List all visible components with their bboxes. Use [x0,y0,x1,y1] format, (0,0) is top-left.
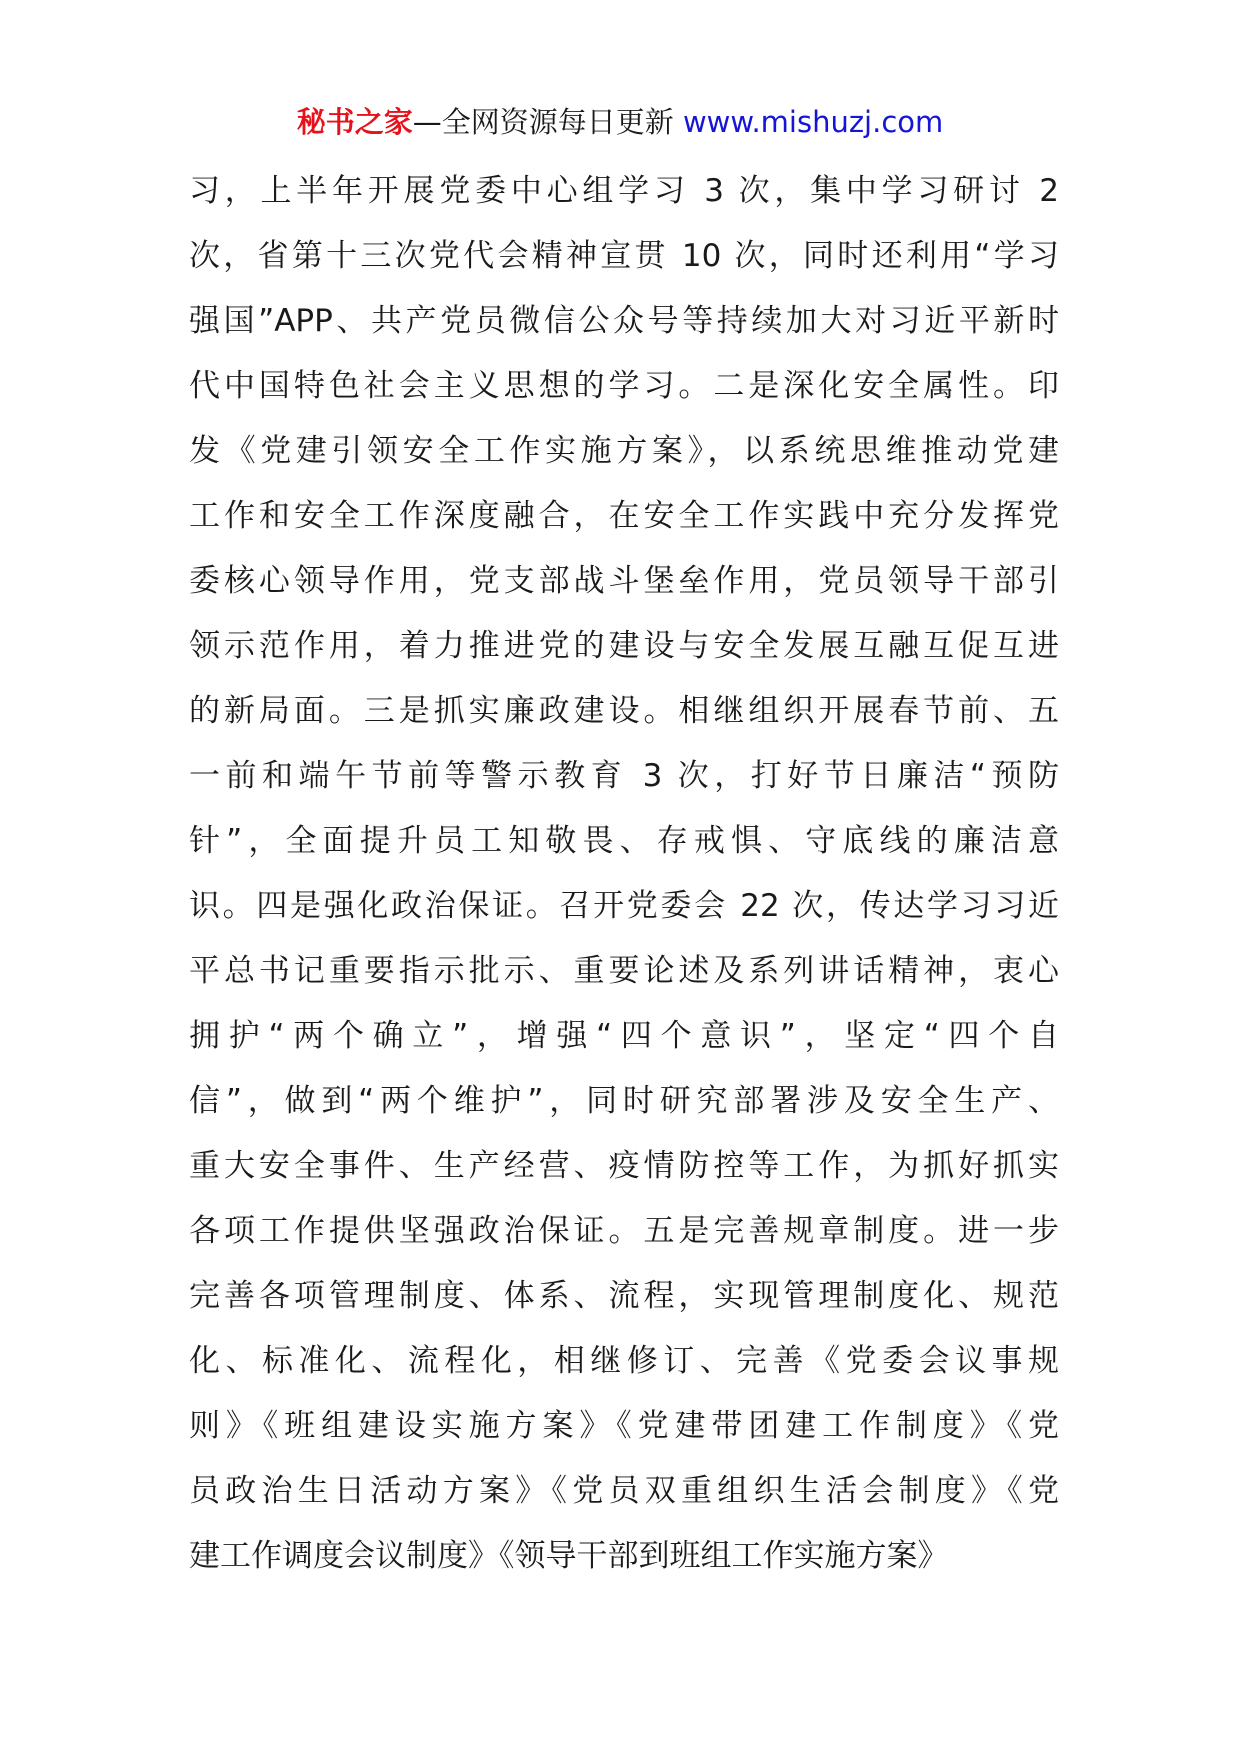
body-line: 化、标准化、流程化，相继修订、完善《党委会议事规 [189,1343,1059,1379]
site-brand: 秘书之家 [296,105,413,139]
body-line: 的新局面。三是抓实廉政建设。相继组织开展春节前、五 [189,693,1059,729]
body-line: 领示范作用，着力推进党的建设与安全发展互融互促互进 [189,628,1059,664]
body-line: 重大安全事件、生产经营、疫情防控等工作，为抓好抓实 [189,1148,1059,1184]
body-line: 代中国特色社会主义思想的学习。二是深化安全属性。印 [189,368,1059,404]
body-line: 发《党建引领安全工作实施方案》，以系统思维推动党建 [189,433,1059,469]
body-line: 则》《班组建设实施方案》《党建带团建工作制度》《党 [189,1408,1059,1444]
body-line: 各项工作提供坚强政治保证。五是完善规章制度。进一步 [189,1213,1059,1249]
body-line: 完善各项管理制度、体系、流程，实现管理制度化、规范 [189,1278,1059,1314]
body-line: 识。四是强化政治保证。召开党委会 22 次，传达学习习近 [189,888,1059,924]
body-line: 强国”APP、共产党员微信公众号等持续加大对习近平新时 [189,303,1059,339]
body-line: 拥护“两个确立”，增强“四个意识”，坚定“四个自 [189,1018,1059,1054]
body-line: 平总书记重要指示批示、重要论述及系列讲话精神，衷心 [189,953,1059,989]
site-url[interactable]: www.mishuzj.com [682,105,944,139]
document-body [189,159,1059,1589]
body-line: 习，上半年开展党委中心组学习 3 次，集中学习研讨 2 [189,173,1059,209]
body-line: 针”，全面提升员工知敬畏、存戒惧、守底线的廉洁意 [189,823,1059,859]
body-line: 工作和安全工作深度融合，在安全工作实践中充分发挥党 [189,498,1059,534]
body-line: 委核心领导作用，党支部战斗堡垒作用，党员领导干部引 [189,563,1059,599]
body-line: 员政治生日活动方案》《党员双重组织生活会制度》《党 [189,1473,1059,1509]
page-header [0,102,1240,142]
site-tagline: —全网资源每日更新 [412,105,683,139]
body-line: 建工作调度会议制度》《领导干部到班组工作实施方案》 [189,1538,949,1574]
body-line: 信”，做到“两个维护”，同时研究部署涉及安全生产、 [189,1083,1059,1119]
body-line: 一前和端午节前等警示教育 3 次，打好节日廉洁“预防 [189,758,1059,794]
body-line: 次，省第十三次党代会精神宣贯 10 次，同时还利用“学习 [189,238,1059,274]
